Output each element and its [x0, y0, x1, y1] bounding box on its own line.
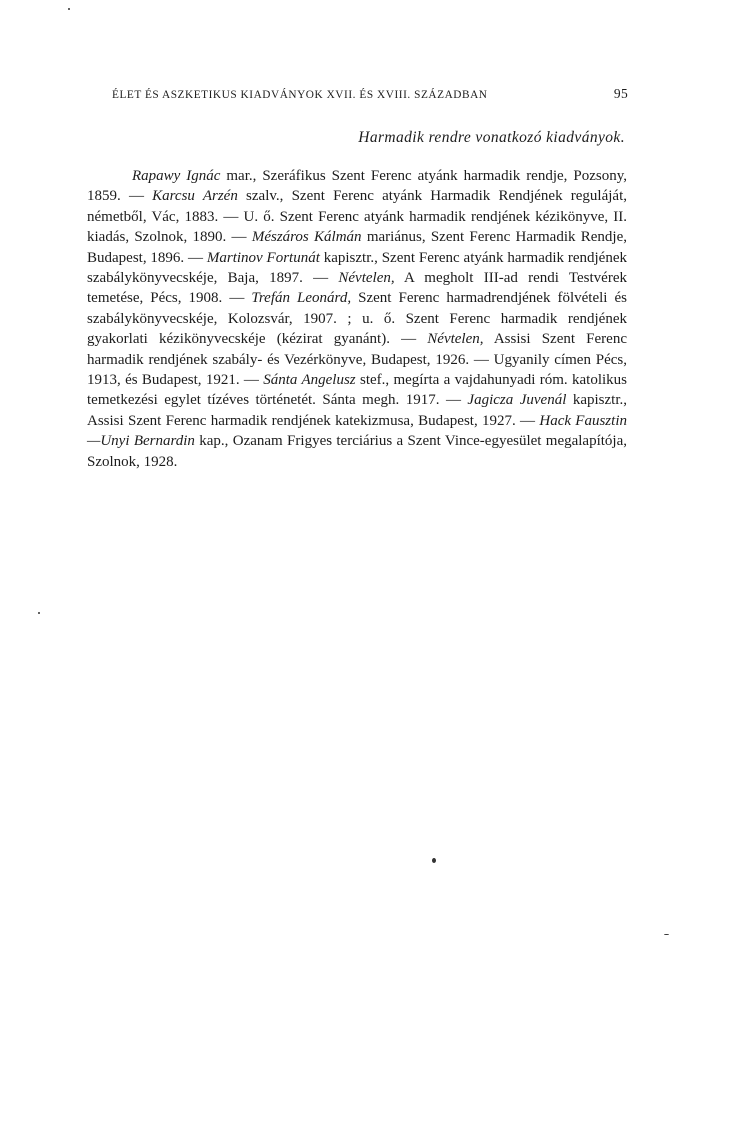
- scan-speck: [432, 858, 436, 863]
- author-name: Karcsu Arzén: [152, 188, 238, 205]
- text-segment: mar., Szeráfikus Szent Ferenc atyánk harmadik rendje, Pozsony, 1859. —: [87, 168, 627, 205]
- author-name: Sánta Angelusz: [263, 372, 356, 389]
- text-segment: kapisztr., Assisi Szent Ferenc harmadik rendjének katekizmusa, Budapest, 1927. —: [87, 392, 627, 429]
- author-name: Névtelen,: [338, 270, 395, 287]
- scan-speck: [664, 934, 669, 935]
- scan-speck: [68, 8, 70, 10]
- text-segment: kap., Ozanam Frigyes terciárius a Szent Vince-egyesület megalapítója, Szolnok, 1928.: [87, 433, 627, 470]
- author-name: Mészáros Kálmán: [251, 229, 362, 246]
- author-name: Martinov Fortunát: [206, 249, 320, 266]
- author-name: Jagicza Juvenál: [467, 392, 567, 409]
- section-title: Harmadik rendre vonatkozó kiadványok.: [358, 129, 625, 146]
- text-segment: A megholt III-ad rendi Testvérek temetése, Pécs, 1908. —: [87, 270, 627, 307]
- author-name: Rapawy Ignác: [132, 168, 221, 184]
- body-paragraph: [87, 166, 627, 472]
- running-header: [112, 86, 628, 102]
- text-segment: Szent Ferenc harmadrendjének fölvételi és szabálykönyvecskéje, Kolozsvár, 1907. ; u. ő. Szent Ferenc harmadik rendjének gyakorlati kézikönyvecskéje (kézirat gyanánt). —: [87, 290, 627, 348]
- author-name: Névtelen,: [427, 331, 484, 348]
- text-segment: szalv., Szent Ferenc atyánk Harmadik Rendjének reguláját, németből, Vác, 1883. — U. ő. Szent Ferenc atyánk harmadik rendjének kézikönyve, II. kiadás, Szolnok, 1890. —: [87, 188, 627, 246]
- scan-speck: [38, 612, 40, 614]
- author-name: Hack Fausztin—Unyi Bernardin: [87, 412, 627, 450]
- text-segment: kapisztr., Szent Ferenc atyánk harmadik rendjének szabálykönyvecskéje, Baja, 1897. —: [87, 249, 627, 287]
- text-segment: Assisi Szent Ferenc harmadik rendjének szabály- és Vezérkönyve, Budapest, 1926. — Ugyanily címen Pécs, 1913, és Budapest, 1921. —: [87, 331, 627, 389]
- text-segment: stef., megírta a vajdahunyadi róm. katolikus temetkezési egylet tízéves történetét. Sánta megh. 1917. —: [87, 372, 628, 409]
- page-number: 95: [613, 86, 628, 101]
- text-segment: mariánus, Szent Ferenc Harmadik Rendje, Budapest, 1896. —: [87, 229, 627, 266]
- author-name: Trefán Leonárd,: [251, 290, 352, 307]
- running-title: ÉLET ÉS ASZKETIKUS KIADVÁNYOK XVII. ÉS XVIII. SZÁZADBAN: [112, 89, 488, 101]
